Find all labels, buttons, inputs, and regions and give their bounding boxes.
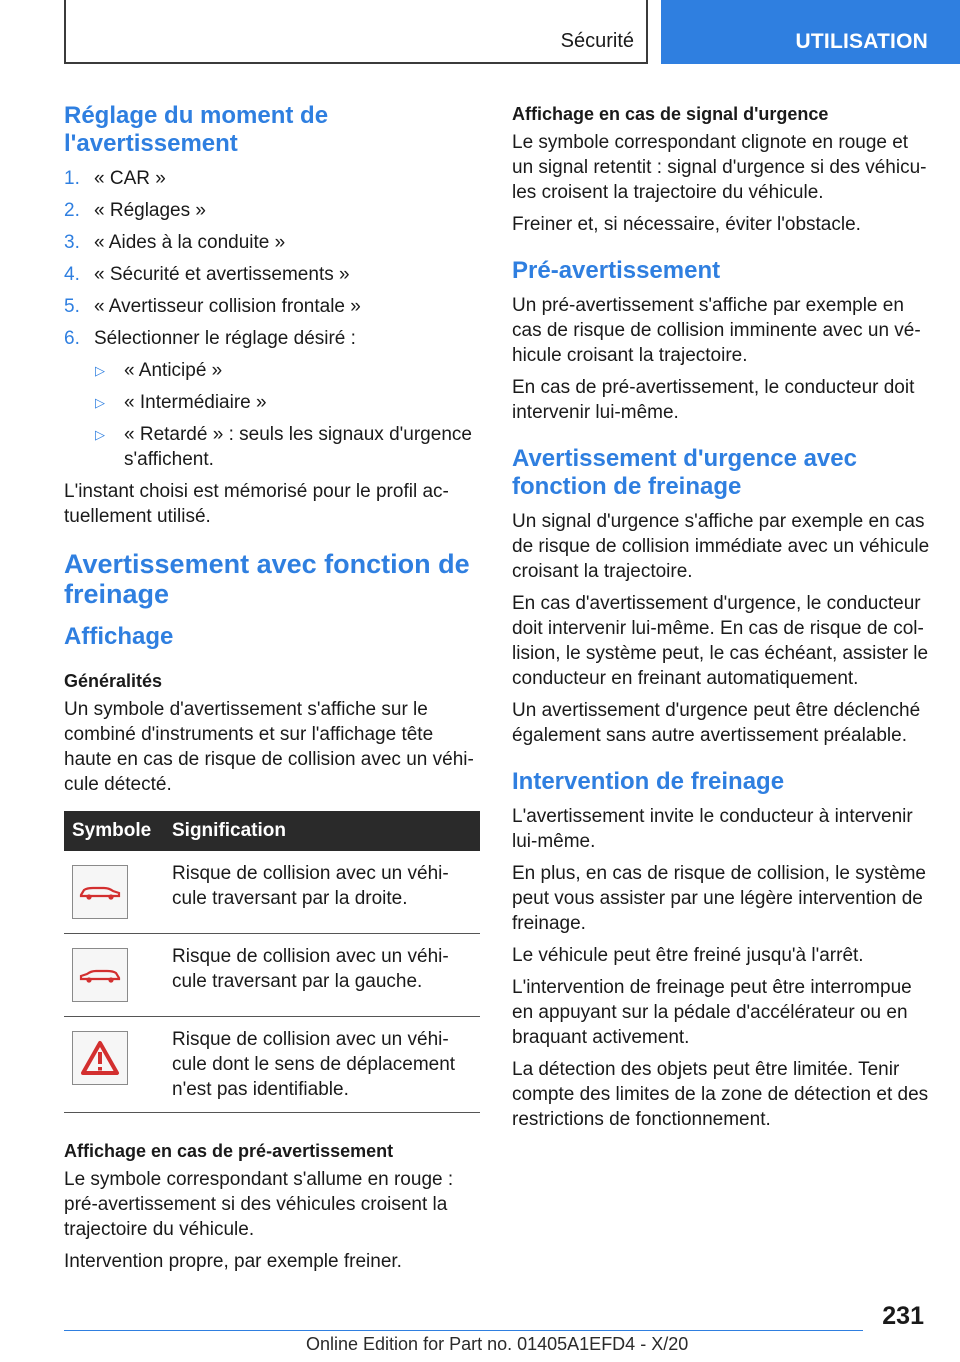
- header-section-box: [64, 0, 648, 64]
- paragraph-intervene: Intervention propre, par exemple freiner.: [64, 1251, 402, 1272]
- triangle-bullet-icon: ▷: [95, 395, 105, 410]
- triangle-bullet-icon: ▷: [95, 427, 105, 442]
- footer-edition: Online Edition for Part no. 01405A1EFD4 - X/20: [306, 1334, 689, 1354]
- table-header-row: [64, 811, 480, 851]
- heading-braking-warning: Avertissement avec fonction de freinage: [64, 549, 470, 609]
- paragraph-prewarning-2: En cas de pré-avertissement, le conducteur doit intervenir lui-même.: [512, 377, 915, 423]
- option-item: [94, 390, 482, 415]
- header-section-title: Sécurité: [560, 30, 634, 52]
- step-number: 4.: [64, 264, 80, 285]
- step-text: « Réglages »: [94, 200, 206, 221]
- heading-brake-intervention: Intervention de freinage: [512, 768, 785, 795]
- header-chapter-title: UTILISATION: [795, 30, 928, 53]
- table-row: [64, 934, 480, 1017]
- step-item: [64, 262, 482, 287]
- paragraph-prewarning-1: Un pré-avertissement s'affiche par exemple en cas de risque de collision imminente avec un véhicule croisant la trajectoire.: [512, 295, 921, 366]
- heading-prewarning: Pré-avertissement: [512, 257, 721, 284]
- header-chapter-tab: [661, 0, 960, 64]
- step-text: Sélectionner le réglage désiré :: [94, 328, 356, 349]
- symbol-table: [64, 811, 480, 1113]
- table-header-symbol: Symbole: [64, 811, 164, 851]
- footer-divider: [64, 1330, 863, 1331]
- table-header-meaning: Signification: [164, 811, 480, 851]
- car-right-icon: [72, 948, 128, 1002]
- option-list: [94, 358, 482, 472]
- car-left-icon: [72, 865, 128, 919]
- paragraph-urgent-2: En cas d'avertissement d'urgence, le conducteur doit intervenir lui-même. En cas de risque de collision, le système peut, le cas échéant, assister le conducteur en freinant automatiquement.: [512, 593, 929, 689]
- steps-list: [64, 166, 482, 472]
- step-item: [64, 166, 482, 191]
- heading-urgent-braking: Avertissement d'urgence avec fonction de freinage: [512, 445, 857, 500]
- step-item: [64, 198, 482, 223]
- right-column: [512, 102, 932, 1139]
- step-text: « Avertisseur collision frontale »: [94, 296, 361, 317]
- heading-warning-timing: Réglage du moment de l'avertissement: [64, 102, 329, 157]
- option-text: « Anticipé »: [124, 360, 223, 381]
- paragraph-urgent-1: Un signal d'urgence s'affiche par exemple en cas de risque de collision immédiate avec un véhicule croisant la trajectoire.: [512, 511, 930, 582]
- paragraph-brake-3: Le véhicule peut être freiné jusqu'à l'arrêt.: [512, 945, 864, 966]
- step-number: 1.: [64, 168, 80, 189]
- paragraph-general: Un symbole d'avertissement s'affiche sur le combiné d'instruments et sur l'affichage tête haute en cas de risque de collision avec un véhicule détecté.: [64, 699, 474, 795]
- step-text: « Aides à la conduite »: [94, 232, 286, 253]
- option-item: [94, 422, 482, 472]
- paragraph-brake: Freiner et, si nécessaire, éviter l'obstacle.: [512, 214, 861, 235]
- heading-general: Généralités: [64, 671, 163, 691]
- table-row: [64, 1017, 480, 1113]
- table-row: [64, 851, 480, 934]
- step-item: [64, 294, 482, 319]
- paragraph-brake-5: La détection des objets peut être limitée. Tenir compte des limites de la zone de détection et des restrictions de fonctionnement.: [512, 1059, 929, 1130]
- option-text: « Intermédiaire »: [124, 392, 267, 413]
- triangle-bullet-icon: ▷: [95, 363, 105, 378]
- heading-display: Affichage: [64, 623, 174, 650]
- option-item: [94, 358, 482, 383]
- paragraph-brake-2: En plus, en cas de risque de collision, le système peut vous assister par une légère intervention de freinage.: [512, 863, 926, 934]
- paragraph-brake-1: L'avertissement invite le conducteur à intervenir lui-même.: [512, 806, 913, 852]
- paragraph-urgent-display: Le symbole correspondant clignote en rouge et un signal retentit : signal d'urgence si des véhicules croisent la trajectoire du véhicule.: [512, 132, 927, 203]
- paragraph-prewarning-display: Le symbole correspondant s'allume en rouge : pré-avertissement si des véhicules croisent la trajectoire du véhicule.: [64, 1169, 454, 1240]
- paragraph-saved: L'instant choisi est mémorisé pour le profil actuellement utilisé.: [64, 481, 449, 527]
- step-number: 5.: [64, 296, 80, 317]
- table-cell-meaning: Risque de collision avec un véhicule traversant par la gauche.: [164, 934, 480, 1017]
- step-number: 2.: [64, 200, 80, 221]
- heading-urgent-display: Affichage en cas de signal d'urgence: [512, 104, 829, 124]
- step-number: 3.: [64, 232, 80, 253]
- option-text: « Retardé » : seuls les signaux d'urgence s'affichent.: [124, 424, 472, 470]
- paragraph-brake-4: L'intervention de freinage peut être interrompue en appuyant sur la pédale d'accélérateur ou en braquant activement.: [512, 977, 912, 1048]
- table-cell-meaning: Risque de collision avec un véhicule dont le sens de déplacement n'est pas identifiable.: [164, 1017, 480, 1113]
- table-cell-meaning: Risque de collision avec un véhicule traversant par la droite.: [164, 851, 480, 934]
- step-item: [64, 326, 482, 472]
- page-number: 231: [882, 1302, 924, 1330]
- warning-triangle-icon: [72, 1031, 128, 1085]
- step-text: « CAR »: [94, 168, 166, 189]
- step-text: « Sécurité et avertissements »: [94, 264, 350, 285]
- step-number: 6.: [64, 328, 80, 349]
- heading-prewarning-display: Affichage en cas de pré-avertissement: [64, 1141, 394, 1161]
- step-item: [64, 230, 482, 255]
- left-column: [64, 102, 482, 1281]
- paragraph-urgent-3: Un avertissement d'urgence peut être déclenché également sans autre avertissement préalable.: [512, 700, 921, 746]
